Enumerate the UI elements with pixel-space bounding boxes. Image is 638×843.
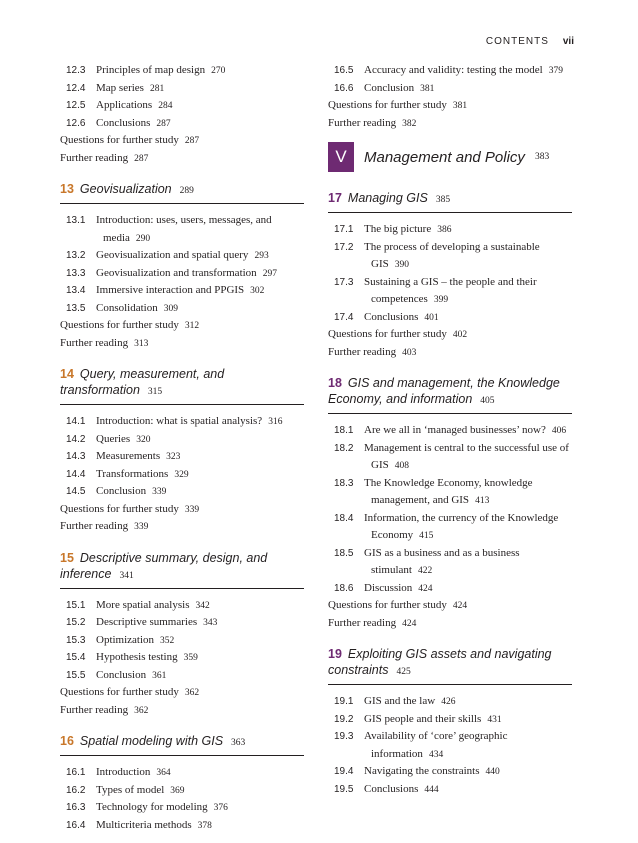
section-number: 18.2: [334, 442, 354, 454]
section-title: Applications: [96, 99, 153, 111]
section-number: 13.4: [66, 285, 86, 296]
section-title: Conclusions: [96, 116, 151, 129]
section-number: 15.5: [66, 669, 86, 681]
page-number: 408: [394, 461, 409, 471]
chapter-number: 16: [60, 734, 74, 748]
section-number: 19.5: [334, 783, 354, 795]
toc-subentry[interactable]: [60, 466, 304, 484]
section-number: 16.4: [66, 819, 86, 831]
toc-subentry[interactable]: [60, 62, 304, 80]
page-number: 403: [402, 347, 417, 358]
section-number: 13.3: [66, 267, 86, 279]
section-title: Sustaining a GIS – the people and their competences: [364, 275, 537, 305]
section-title: Introduction: what is spatial analysis?: [96, 415, 263, 427]
section-title: Map series: [96, 81, 144, 94]
section-title: Transformations: [96, 467, 169, 480]
header-label: CONTENTS: [485, 36, 549, 47]
entry-title: Further reading: [328, 116, 397, 129]
section-number: 15.1: [66, 599, 86, 611]
page-number: 293: [254, 251, 269, 261]
chapter-heading[interactable]: [328, 375, 572, 414]
section-number: 16.6: [334, 82, 354, 94]
page-number: 342: [195, 600, 210, 611]
section-title: Are we all in ‘managed businesses’ now?: [364, 424, 546, 436]
toc-subentry[interactable]: [60, 431, 304, 449]
toc-subentry[interactable]: [328, 422, 572, 440]
section-title: Queries: [96, 432, 131, 445]
section-number: 14.1: [66, 416, 86, 427]
page-number: 343: [203, 618, 218, 628]
chapter-title: Exploiting GIS assets and navigating constraints: [328, 647, 552, 677]
section-title: Accuracy and validity: testing the model: [364, 64, 543, 76]
section-number: 12.5: [66, 100, 86, 111]
entry-title: Further reading: [60, 336, 129, 349]
section-title: GIS people and their skills: [364, 712, 482, 725]
header-page-number: vii: [562, 36, 574, 47]
page-number: 323: [166, 452, 181, 462]
section-title: Technology for modeling: [96, 801, 208, 813]
chapter-number: 17: [328, 191, 342, 205]
section-number: 12.3: [66, 65, 86, 76]
page-number: 413: [475, 496, 490, 506]
toc-subentry[interactable]: [60, 265, 304, 283]
section-number: 13.2: [66, 250, 86, 261]
entry-title: Questions for further study: [60, 686, 179, 698]
section-title: GIS and the law: [364, 695, 436, 707]
left-column: [60, 62, 304, 834]
page-number: 362: [184, 688, 200, 698]
entry-title: Questions for further study: [328, 99, 447, 111]
chapter-number: 19: [328, 647, 342, 661]
toc-back-matter-entry[interactable]: [328, 597, 572, 615]
section-title: Availability of ‘core’ geographic information: [364, 730, 508, 760]
part-heading[interactable]: [328, 142, 572, 172]
page-number: 376: [213, 803, 228, 813]
section-number: 18.6: [334, 582, 354, 594]
page-number: 424: [402, 618, 417, 629]
right-column: [328, 62, 572, 798]
page-number: 382: [402, 118, 417, 129]
section-title: Geovisualization and spatial query: [96, 249, 249, 261]
section-title: Principles of map design: [96, 64, 206, 76]
toc-subentry[interactable]: [328, 510, 572, 545]
toc-subentry[interactable]: [328, 80, 572, 98]
section-number: 18.4: [334, 512, 354, 524]
section-title: Conclusion: [96, 485, 147, 497]
section-title: The Knowledge Economy, knowledge management, and GIS: [364, 476, 533, 506]
toc-subentry[interactable]: [328, 580, 572, 598]
page-number: 379: [548, 66, 563, 76]
page-number: 406: [551, 426, 567, 436]
page-number: 270: [211, 66, 226, 76]
page-number: 352: [160, 635, 175, 646]
section-number: 18.1: [334, 425, 354, 436]
chapter-title: Descriptive summary, design, and inference: [60, 550, 268, 581]
chapter-title: Spatial modeling with GIS: [79, 734, 224, 748]
section-title: Conclusions: [364, 782, 419, 795]
section-title: Discussion: [364, 581, 413, 594]
page-number: 284: [158, 101, 173, 111]
page-number: 385: [435, 195, 451, 205]
entry-title: Further reading: [328, 345, 397, 358]
toc-back-matter-entry[interactable]: [60, 518, 304, 536]
page-number: 402: [452, 330, 468, 340]
page-number: 383: [534, 152, 550, 162]
section-number: 14.2: [66, 433, 86, 445]
toc-back-matter-entry[interactable]: [60, 317, 304, 335]
toc-subentry[interactable]: [60, 614, 304, 632]
toc-subentry[interactable]: [60, 597, 304, 615]
toc-subentry[interactable]: [328, 781, 572, 799]
section-number: 19.2: [334, 713, 354, 725]
section-title: Descriptive summaries: [96, 616, 198, 628]
chapter-heading[interactable]: [60, 366, 304, 405]
section-number: 16.1: [66, 767, 86, 778]
page-number: 425: [396, 667, 411, 677]
page-number: 390: [394, 260, 409, 270]
entry-title: Further reading: [60, 520, 129, 532]
running-header: [486, 36, 574, 47]
page-number: 381: [452, 101, 468, 111]
section-title: Immersive interaction and PPGIS: [96, 284, 245, 296]
page-number: 287: [184, 136, 200, 146]
page-number: 289: [179, 186, 194, 196]
page-number: 316: [268, 417, 283, 427]
section-number: 15.2: [66, 617, 86, 628]
section-number: 13.1: [66, 215, 86, 226]
toc-back-matter-entry[interactable]: [60, 132, 304, 150]
page-number: 426: [441, 697, 456, 707]
chapter-heading[interactable]: [60, 181, 304, 204]
toc-back-matter-entry[interactable]: [60, 150, 304, 168]
page-number: 405: [480, 396, 495, 406]
entry-title: Further reading: [60, 151, 129, 164]
toc-subentry[interactable]: [328, 62, 572, 80]
section-number: 14.5: [66, 486, 86, 497]
page-number: 287: [134, 153, 149, 164]
page-number: 431: [487, 714, 502, 725]
toc-subentry[interactable]: [328, 475, 572, 510]
page-number: 320: [136, 434, 151, 445]
section-title: Optimization: [96, 633, 155, 646]
chapter-number: 14: [60, 367, 74, 381]
section-title: Geovisualization and transformation: [96, 266, 257, 279]
toc-back-matter-entry[interactable]: [328, 344, 572, 362]
section-number: 15.3: [66, 634, 86, 646]
page-number: 401: [424, 312, 439, 323]
section-number: 12.6: [66, 117, 86, 129]
section-title: Hypothesis testing: [96, 651, 178, 663]
chapter-number: 15: [60, 550, 74, 565]
page-number: 424: [418, 583, 433, 594]
section-number: 13.5: [66, 302, 86, 314]
toc-back-matter-entry[interactable]: [328, 97, 572, 115]
page-number: 315: [147, 387, 163, 397]
toc-subentry[interactable]: [60, 448, 304, 466]
section-number: 19.1: [334, 696, 354, 707]
chapter-heading[interactable]: [60, 733, 304, 756]
toc-subentry[interactable]: [60, 799, 304, 817]
toc-subentry[interactable]: [328, 711, 572, 729]
toc-subentry[interactable]: [60, 764, 304, 782]
section-number: 17.1: [334, 224, 354, 235]
toc-subentry[interactable]: [328, 221, 572, 239]
toc-back-matter-entry[interactable]: [60, 501, 304, 519]
section-title: Conclusions: [364, 310, 419, 323]
page-number: 339: [152, 487, 167, 497]
entry-title: Questions for further study: [60, 319, 179, 331]
toc-subentry[interactable]: [328, 545, 572, 580]
toc-subentry[interactable]: [328, 763, 572, 781]
chapter-title: GIS and management, the Knowledge Economy, and information: [328, 376, 560, 406]
section-number: 12.4: [66, 82, 86, 94]
page-number: 363: [231, 738, 246, 748]
entry-title: Questions for further study: [328, 599, 447, 611]
entry-title: Questions for further study: [60, 502, 179, 515]
section-title: GIS as a business and as a business stimulant: [364, 546, 520, 576]
page-number: 287: [156, 118, 171, 129]
page-number: 422: [417, 566, 433, 576]
toc-subentry[interactable]: [328, 274, 572, 309]
section-number: 17.2: [334, 241, 354, 253]
section-number: 17.3: [334, 276, 354, 288]
section-number: 17.4: [334, 311, 354, 323]
toc-subentry[interactable]: [60, 282, 304, 300]
toc-subentry[interactable]: [60, 667, 304, 685]
chapter-heading[interactable]: [328, 190, 572, 213]
toc-subentry[interactable]: [60, 300, 304, 318]
toc-subentry[interactable]: [328, 693, 572, 711]
section-number: 18.3: [334, 477, 354, 489]
page-number: 399: [433, 295, 449, 305]
section-title: Consolidation: [96, 301, 158, 314]
page-number: 329: [174, 469, 189, 480]
page-number: 378: [197, 820, 212, 831]
page-number: 339: [134, 522, 149, 532]
toc-subentry[interactable]: [60, 97, 304, 115]
page-number: 369: [170, 785, 185, 796]
entry-title: Questions for further study: [328, 328, 447, 340]
page-number: 381: [420, 83, 435, 94]
toc-subentry[interactable]: [60, 80, 304, 98]
page-number: 339: [184, 504, 200, 515]
section-title: Conclusion: [96, 668, 147, 681]
toc-back-matter-entry[interactable]: [328, 615, 572, 633]
section-title: Introduction: uses, users, messages, and media: [96, 214, 272, 244]
chapter-title: Managing GIS: [347, 191, 428, 205]
toc-subentry[interactable]: [60, 782, 304, 800]
entry-title: Further reading: [60, 703, 129, 716]
page-number: 386: [437, 225, 452, 235]
section-title: Management is central to the successful use of GIS: [364, 441, 569, 471]
page-number: 440: [485, 767, 500, 777]
toc-back-matter-entry[interactable]: [60, 684, 304, 702]
chapter-number: 18: [328, 376, 342, 390]
page-number: 302: [250, 286, 265, 296]
page-number: 297: [262, 268, 277, 279]
page-number: 444: [424, 784, 439, 795]
section-number: 15.4: [66, 652, 86, 663]
section-number: 18.5: [334, 547, 354, 559]
page-number: 359: [183, 653, 198, 663]
toc-subentry[interactable]: [328, 440, 572, 475]
section-title: Measurements: [96, 450, 161, 462]
toc-subentry[interactable]: [328, 309, 572, 327]
section-title: Navigating the constraints: [364, 765, 480, 777]
page-number: 309: [163, 303, 178, 314]
chapter-title: Query, measurement, and transformation: [60, 367, 225, 397]
page-number: 434: [428, 749, 444, 760]
toc-subentry[interactable]: [60, 247, 304, 265]
entry-title: Questions for further study: [60, 134, 179, 146]
section-title: More spatial analysis: [96, 598, 190, 611]
toc-subentry[interactable]: [328, 239, 572, 274]
section-number: 14.3: [66, 451, 86, 462]
page-number: 364: [156, 768, 171, 778]
toc-back-matter-entry[interactable]: [60, 702, 304, 720]
page-number: 361: [152, 670, 167, 681]
toc-subentry[interactable]: [60, 212, 304, 247]
section-title: The process of developing a sustainable GIS: [364, 240, 540, 270]
toc-subentry[interactable]: [60, 649, 304, 667]
page-number: 313: [134, 338, 149, 349]
toc-subentry[interactable]: [60, 632, 304, 650]
section-title: Conclusion: [364, 81, 415, 94]
toc-subentry[interactable]: [328, 728, 572, 763]
section-number: 19.3: [334, 731, 354, 742]
entry-title: Further reading: [328, 616, 397, 629]
toc-subentry[interactable]: [60, 483, 304, 501]
page-number: 290: [135, 233, 151, 244]
page-number: 424: [452, 601, 468, 611]
section-number: 14.4: [66, 468, 86, 480]
page-number: 312: [184, 321, 200, 331]
part-title: Management and Policy: [364, 148, 525, 166]
toc-back-matter-entry[interactable]: [60, 335, 304, 353]
section-number: 19.4: [334, 766, 354, 777]
section-number: 16.3: [66, 802, 86, 813]
section-title: The big picture: [364, 223, 432, 235]
toc-back-matter-entry[interactable]: [328, 115, 572, 133]
chapter-heading[interactable]: [328, 646, 572, 685]
toc-subentry[interactable]: [60, 413, 304, 431]
toc-subentry[interactable]: [60, 115, 304, 133]
chapter-title: Geovisualization: [79, 182, 172, 196]
toc-subentry[interactable]: [60, 817, 304, 835]
section-title: Introduction: [96, 766, 151, 778]
page-number: 281: [149, 83, 165, 94]
section-title: Types of model: [96, 783, 165, 796]
page-number: 341: [119, 570, 134, 581]
section-title: Multicriteria methods: [96, 818, 192, 831]
section-number: 16.2: [66, 784, 86, 796]
chapter-heading[interactable]: [60, 550, 304, 589]
part-number-box: V: [328, 142, 354, 172]
toc-back-matter-entry[interactable]: [328, 326, 572, 344]
page-number: 362: [134, 705, 149, 716]
section-title: Information, the currency of the Knowledge Economy: [364, 511, 559, 541]
page-number: 415: [419, 531, 434, 541]
chapter-number: 13: [60, 182, 74, 196]
section-number: 16.5: [334, 65, 354, 76]
